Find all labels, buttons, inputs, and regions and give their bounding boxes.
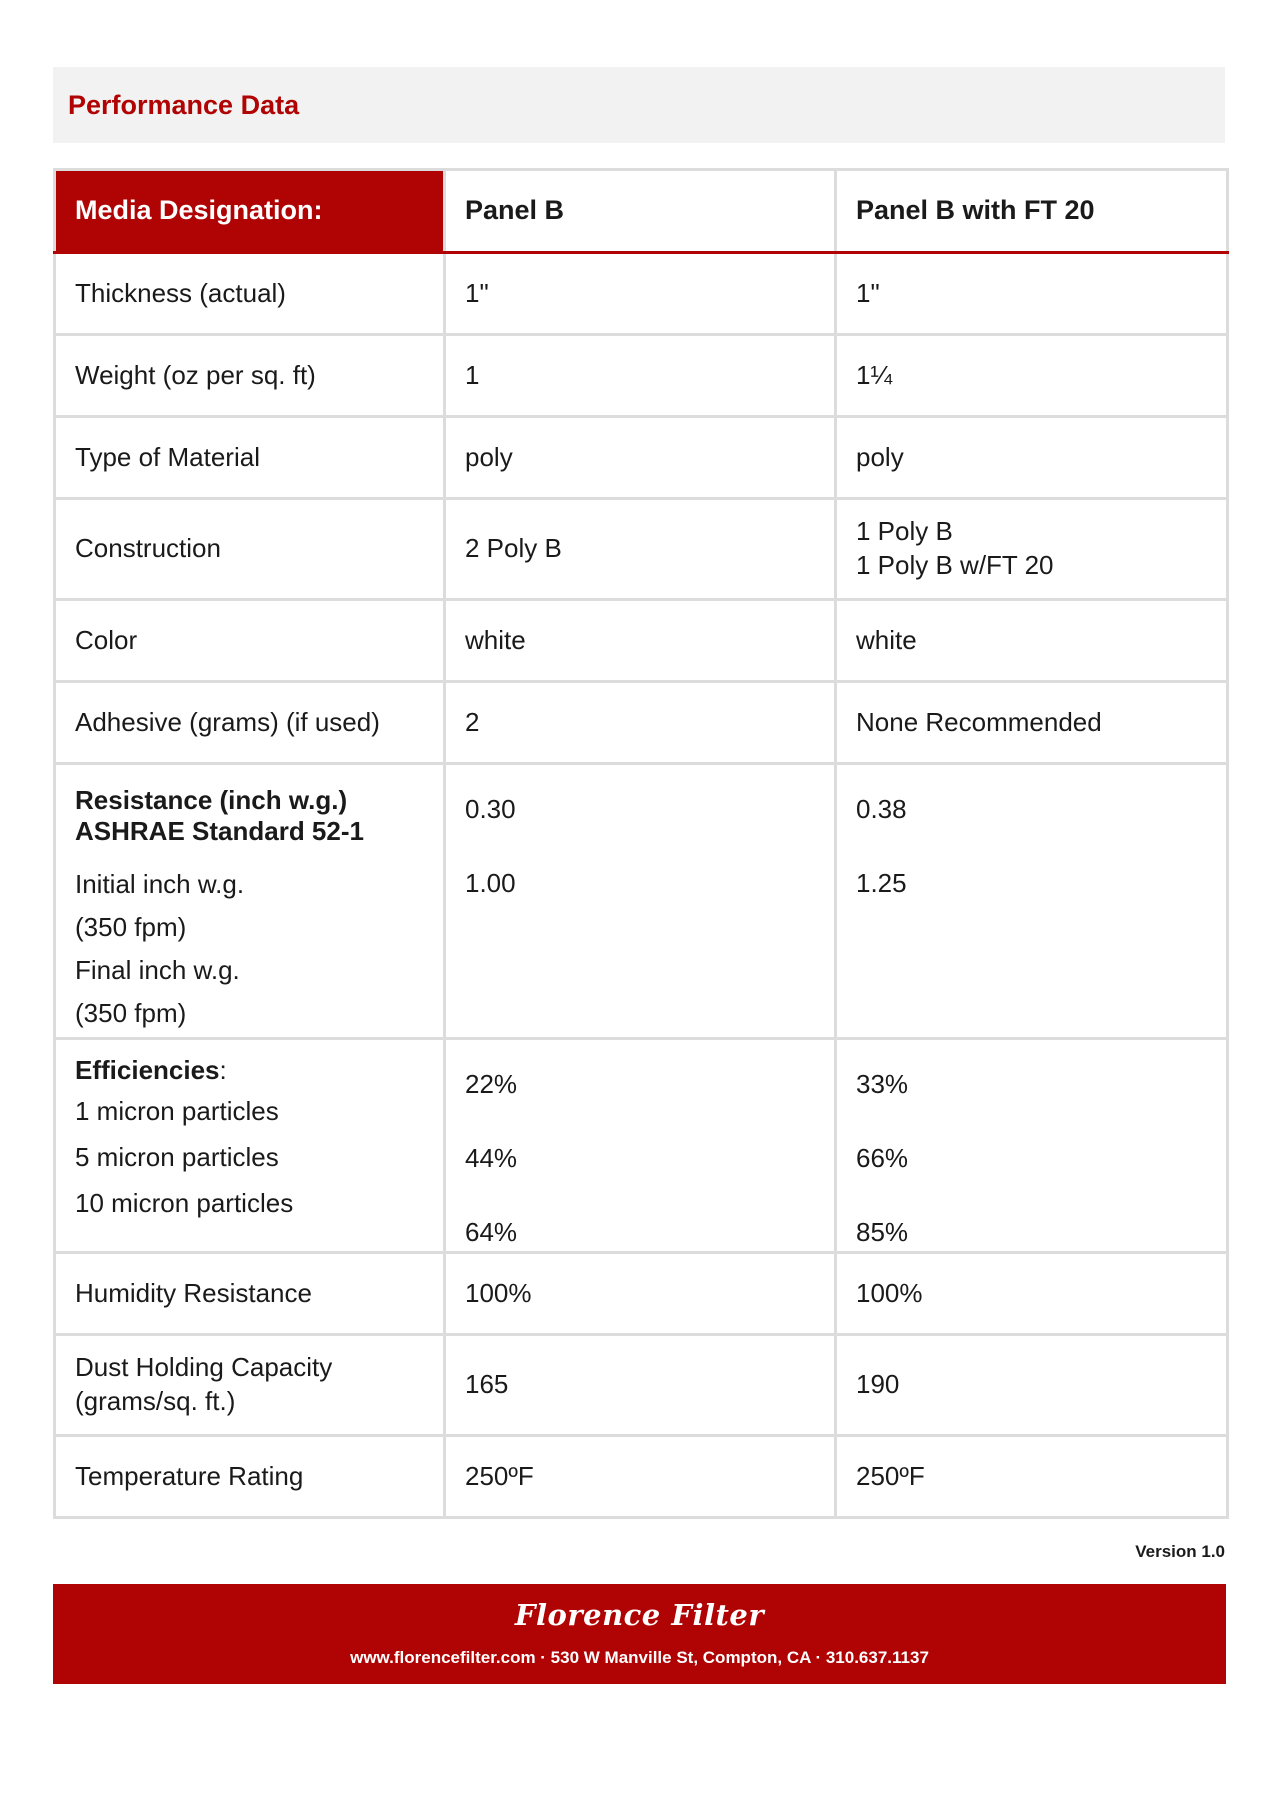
cell-value: None Recommended	[836, 682, 1228, 764]
label-line: Initial inch w.g.	[75, 869, 245, 900]
cell-line: 1 Poly B w/FT 20	[856, 550, 1054, 580]
label-bold-line: Resistance (inch w.g.)	[75, 785, 348, 815]
row-label: Thickness (actual)	[55, 253, 445, 335]
row-label: Humidity Resistance	[55, 1253, 445, 1335]
label-line: Final inch w.g.	[75, 955, 240, 986]
cell-line: 0.38	[856, 794, 907, 824]
cell-value	[445, 764, 836, 1039]
label-suffix: :	[219, 1055, 227, 1085]
cell-value	[445, 1039, 836, 1253]
label-line: (grams/sq. ft.)	[75, 1386, 236, 1416]
cell-value: 190	[836, 1335, 1228, 1436]
label-line: Dust Holding Capacity	[75, 1352, 333, 1383]
cell-value: 2	[445, 682, 836, 764]
cell-value: 250ºF	[445, 1436, 836, 1518]
table-row	[55, 417, 1228, 499]
cell-value: 1"	[836, 253, 1228, 335]
cell-line: 22%	[465, 1069, 518, 1099]
table-header-row	[55, 170, 1228, 253]
cell-value: 250ºF	[836, 1436, 1228, 1518]
row-label	[55, 1039, 445, 1253]
label-sub-lines	[75, 863, 424, 1035]
table-row	[55, 1436, 1228, 1518]
cell-value: 1¼	[836, 335, 1228, 417]
label-bold-line: ASHRAE Standard 52-1	[75, 816, 364, 847]
row-label: Temperature Rating	[55, 1436, 445, 1518]
cell-value: 2 Poly B	[445, 499, 836, 600]
brand-logo: Florence Filter	[514, 1598, 765, 1632]
label-line: (350 fpm)	[75, 912, 187, 943]
label-line: (350 fpm)	[75, 998, 187, 1029]
header-panel-b-ft20: Panel B with FT 20	[836, 170, 1228, 253]
row-label	[55, 764, 445, 1039]
table-row	[55, 499, 1228, 600]
table-row	[55, 600, 1228, 682]
section-title: Performance Data	[68, 89, 300, 120]
cell-value: 165	[445, 1335, 836, 1436]
cell-value	[836, 1039, 1228, 1253]
table-row	[55, 335, 1228, 417]
label-bold: Efficiencies	[75, 1055, 220, 1085]
table-row	[55, 1335, 1228, 1436]
label-line: 5 micron particles	[75, 1142, 279, 1173]
table-row	[55, 1253, 1228, 1335]
label-heading	[75, 1054, 424, 1088]
cell-value: 100%	[445, 1253, 836, 1335]
label-line: 1 micron particles	[75, 1095, 279, 1126]
cell-value: poly	[836, 417, 1228, 499]
cell-line: 1.00	[465, 867, 516, 898]
cell-line: 33%	[856, 1069, 909, 1099]
cell-value: white	[836, 600, 1228, 682]
cell-line: 44%	[465, 1142, 518, 1173]
row-label: Type of Material	[55, 417, 445, 499]
row-label: Adhesive (grams) (if used)	[55, 682, 445, 764]
table-row	[55, 682, 1228, 764]
table-row	[55, 253, 1228, 335]
label-sub-lines	[75, 1088, 424, 1227]
cell-line: 66%	[856, 1142, 909, 1173]
label-line: 10 micron particles	[75, 1188, 294, 1219]
cell-value	[836, 499, 1228, 600]
row-label: Weight (oz per sq. ft)	[55, 335, 445, 417]
section-header	[53, 67, 1225, 143]
cell-value: 1"	[445, 253, 836, 335]
row-label: Construction	[55, 499, 445, 600]
cell-value: white	[445, 600, 836, 682]
row-label: Color	[55, 600, 445, 682]
cell-line: 0.30	[465, 794, 516, 824]
table-row	[55, 1039, 1228, 1253]
cell-line: 1 Poly B	[856, 516, 953, 547]
contact-line: www.florencefilter.com · 530 W Manville St, Compton, CA · 310.637.1137	[350, 1648, 929, 1667]
header-media-designation: Media Designation:	[55, 170, 445, 253]
version-label: Version 1.0	[1135, 1542, 1225, 1561]
header-panel-b: Panel B	[445, 170, 836, 253]
cell-line: 64%	[465, 1216, 518, 1247]
cell-value: 1	[445, 335, 836, 417]
footer-banner	[53, 1584, 1226, 1684]
cell-value: 100%	[836, 1253, 1228, 1335]
cell-value: poly	[445, 417, 836, 499]
cell-line: 85%	[856, 1216, 909, 1247]
row-label	[55, 1335, 445, 1436]
cell-line: 1.25	[856, 867, 907, 898]
performance-table	[53, 168, 1229, 1519]
cell-value	[836, 764, 1228, 1039]
table-row	[55, 764, 1228, 1039]
